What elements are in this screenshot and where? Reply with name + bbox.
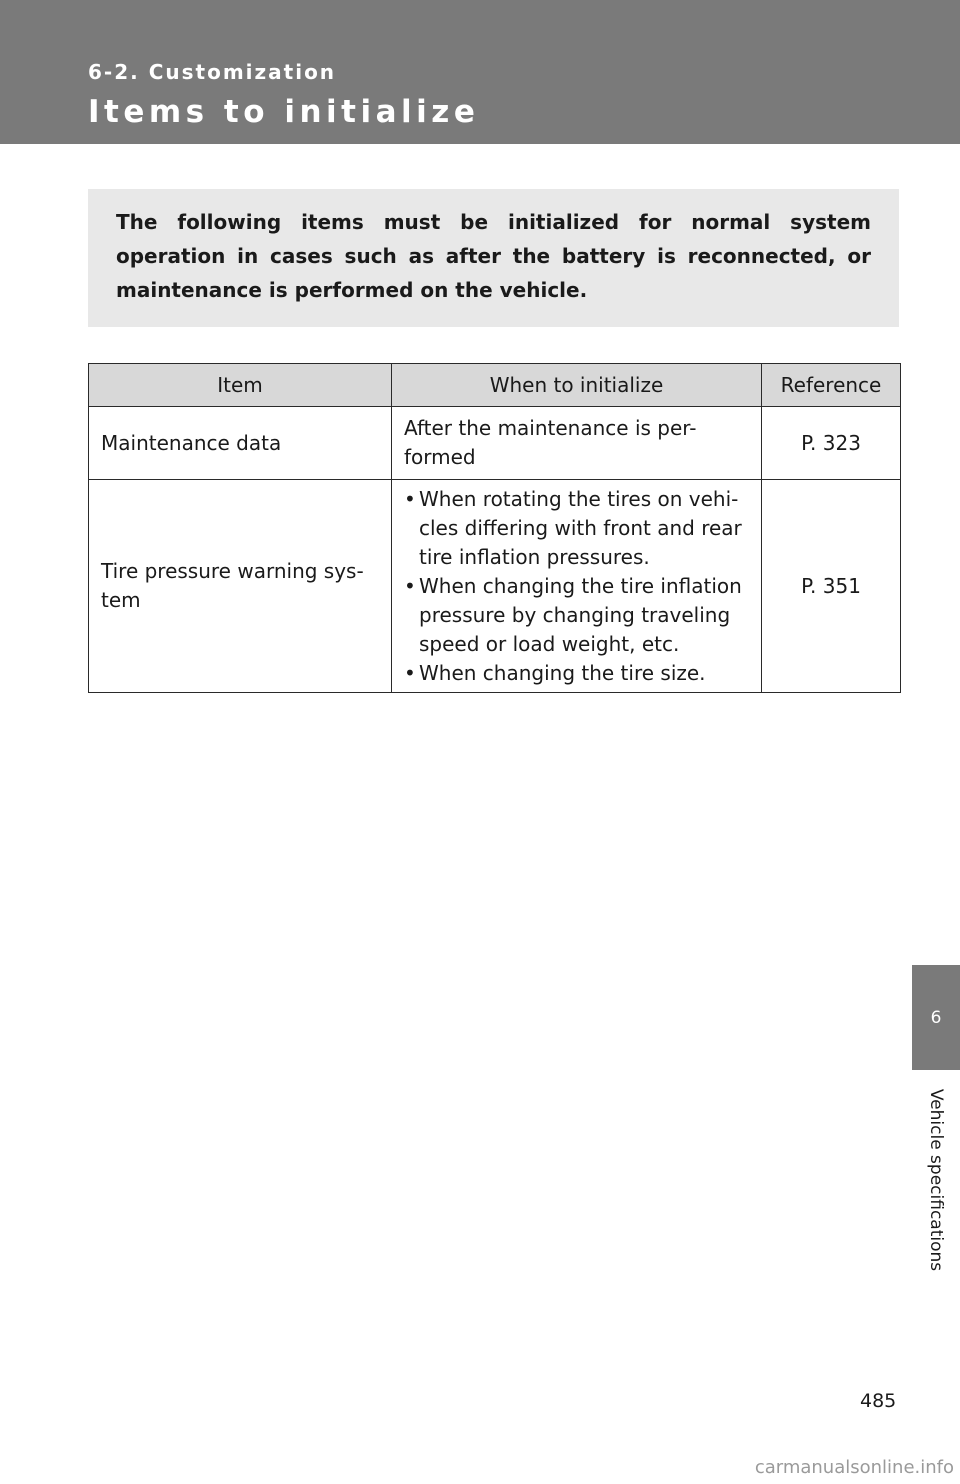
bullet-item <box>404 659 749 688</box>
when-line: After the maintenance is per- <box>404 416 697 440</box>
column-header-when: When to initialize <box>392 364 762 407</box>
page-number: 485 <box>860 1390 897 1412</box>
bullet-text: When rotating the tires on vehi-cles differing with front and rear tire inflation pressures. <box>419 486 742 569</box>
item-line: Tire pressure warning sys- <box>101 559 364 583</box>
when-bullet-list <box>404 485 749 688</box>
bullet-icon: • <box>404 486 416 511</box>
bullet-icon: • <box>404 660 416 685</box>
when-cell <box>392 407 762 480</box>
chapter-side-label: Vehicle specifications <box>926 1088 946 1272</box>
reference-cell: P. 323 <box>762 407 901 480</box>
column-header-reference: Reference <box>762 364 901 407</box>
chapter-tab-number: 6 <box>930 1007 942 1028</box>
page-title: Items to initialize <box>88 94 480 130</box>
table-row <box>89 407 901 480</box>
table-row <box>89 480 901 693</box>
intro-box <box>88 189 899 327</box>
item-cell: Maintenance data <box>89 407 392 480</box>
when-line: formed <box>404 445 476 469</box>
bullet-icon: • <box>404 573 416 598</box>
intro-text: The following items must be initialized for normal system operation in cases such as after the battery is reconnected, or maintenance is performed on the vehicle. <box>116 210 871 302</box>
watermark: carmanualsonline.info <box>754 1457 954 1478</box>
chapter-header <box>0 0 960 144</box>
bullet-item <box>404 485 749 572</box>
table-header-row <box>89 364 901 407</box>
initialize-table <box>88 363 901 693</box>
chapter-tab <box>912 965 960 1070</box>
section-label: 6-2. Customization <box>88 60 337 84</box>
bullet-text: When changing the tire size. <box>419 660 706 685</box>
reference-cell: P. 351 <box>762 480 901 693</box>
column-header-item: Item <box>89 364 392 407</box>
bullet-item <box>404 572 749 659</box>
when-cell <box>392 480 762 693</box>
item-cell <box>89 480 392 693</box>
bullet-text: When changing the tire inflation pressure by changing traveling speed or load weight, etc. <box>419 573 742 656</box>
item-line: tem <box>101 588 141 612</box>
